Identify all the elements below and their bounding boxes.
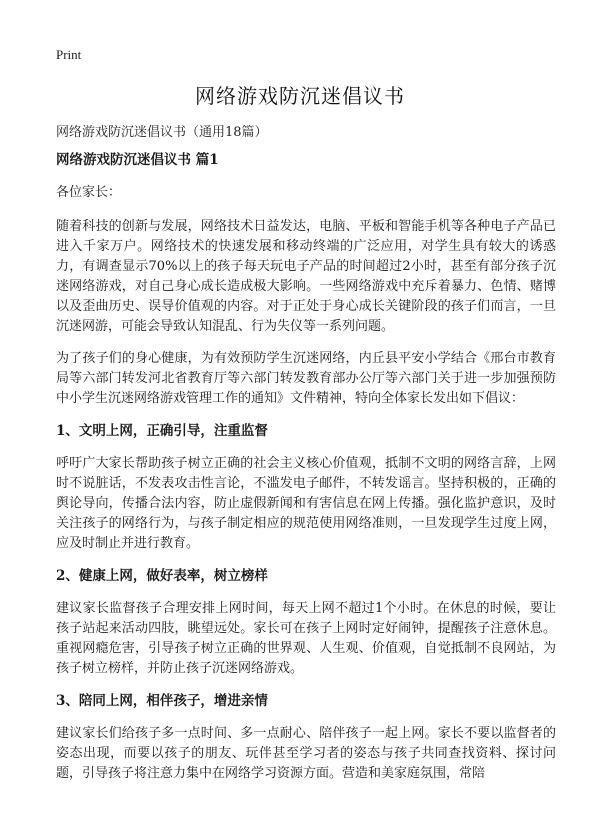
document-subtitle: 网络游戏防沉迷倡议书（通用18篇） <box>56 125 268 140</box>
article-body <box>56 150 556 796</box>
paragraph-intro: 随着科技的创新与发展，网络技术日益发达，电脑、平板和智能手机等各种电子产品已进入千家万户。网络技术的快速发展和移动终端的广泛应用，对学生具有较大的诱惑力，有调查显示70%以上的孩子每天玩电子产品的时间超过2小时，甚至有部分孩子沉迷网络游戏，对自己身心成长造成极大影响。一些网络游戏中充斥着暴力、色情、赌博以及歪曲历史、误导价值观的内容。对于正处于身心成长关键阶段的孩子们而言，一旦沉迷网游，可能会导致认知混乱、行为失仪等一系列问题。 <box>56 219 556 334</box>
paragraph-3: 建议家长们给孩子多一点时间、多一点耐心、陪伴孩子一起上网。家长不要以监督者的姿态出现，而要以孩子的朋友、玩伴甚至学习者的姿态与孩子共同查找资料、探讨问题，引导孩子将注意力集中在网络学习资源方面。营造和美家庭氛围，常陪 <box>56 726 556 781</box>
heading-3: 3、陪同上网，相伴孩子，增进亲情 <box>56 693 268 709</box>
section-title: 网络游戏防沉迷倡议书 篇1 <box>56 152 219 168</box>
heading-2: 2、健康上网，做好表率，树立榜样 <box>56 568 268 584</box>
paragraph-1: 呼吁广大家长帮助孩子树立正确的社会主义核心价值观，抵制不文明的网络言辞，上网时不说脏话，不发表攻击性言论，不滥发电子邮件，不转发谣言。坚持积极的，正确的舆论导向，传播合法内容，防止虚假新闻和有害信息在网上传播。强化监护意识，及时关注孩子的网络行为，与孩子制定相应的规范使用网络准则，一旦发现学生过度上网，应及时制止并进行教育。 <box>56 456 556 551</box>
paragraph-proposal: 为了孩子们的身心健康，为有效预防学生沉迷网络，内丘县平安小学结合《邢台市教育局等六部门转发河北省教育厅等六部门转发教育部办公厅等六部门关于进一步加强预防中小学生沉迷网络游戏管理工作的通知》文件精神，特向全体家长发出如下倡议： <box>56 351 556 406</box>
print-label: Print <box>56 47 82 62</box>
greeting: 各位家长： <box>56 185 122 200</box>
paragraph-2: 建议家长监督孩子合理安排上网时间，每天上网不超过1个小时。在休息的时候，要让孩子站起来活动四肢，眺望远处。家长可在孩子上网时定好闹钟，提醒孩子注意休息。重视网瘾危害，引导孩子树立正确的世界观、人生观、价值观，自觉抵制不良网站，为孩子树立榜样，并防止孩子沉迷网络游戏。 <box>56 601 556 676</box>
heading-1: 1、文明上网，正确引导，注重监督 <box>56 423 268 439</box>
document-title: 网络游戏防沉迷倡议书 <box>195 84 405 108</box>
